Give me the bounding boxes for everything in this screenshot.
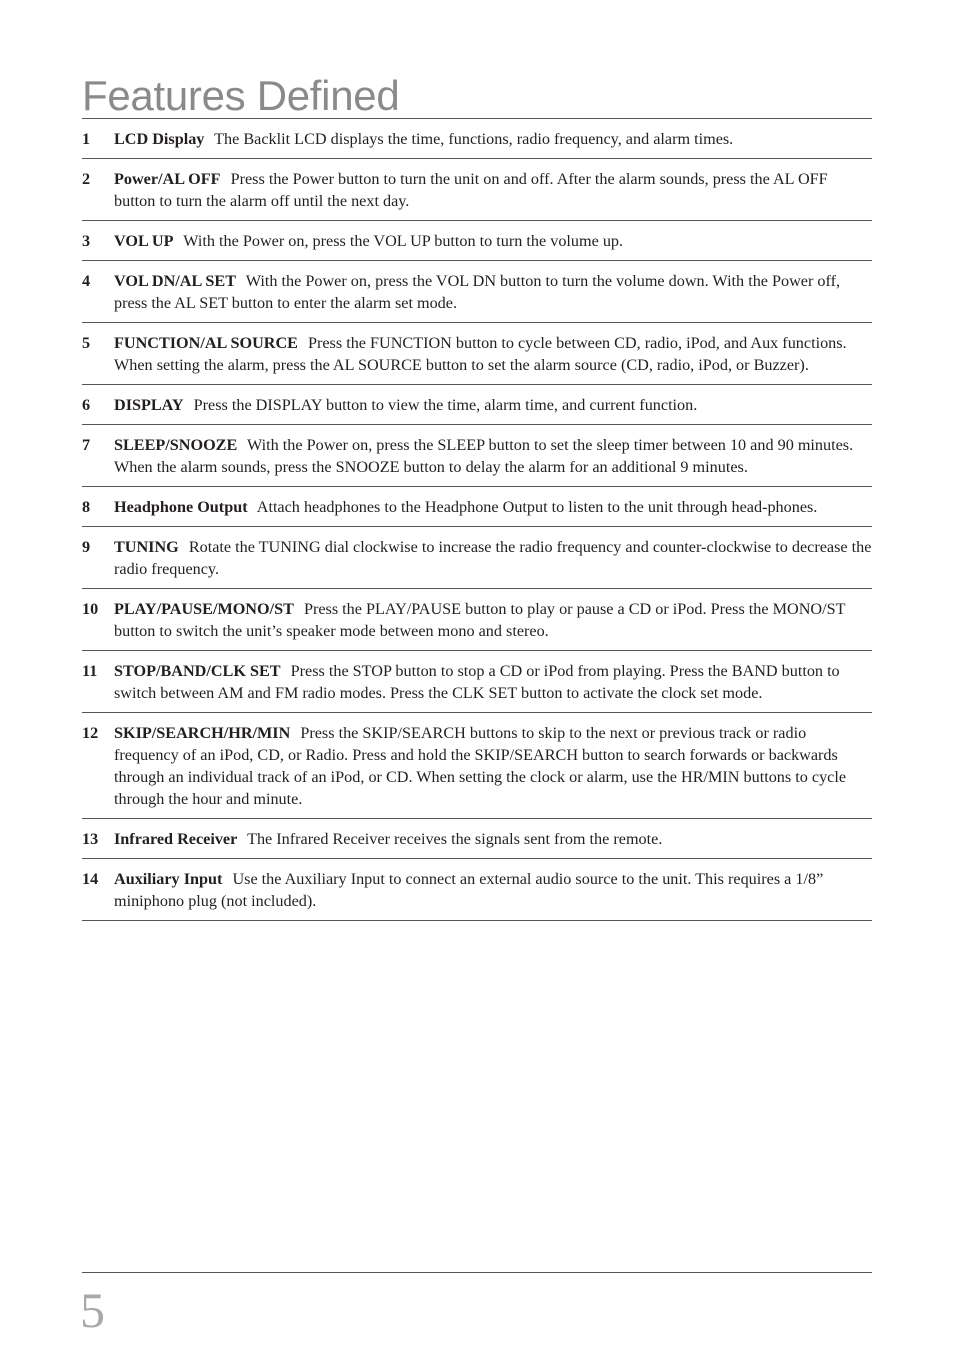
footer-divider — [82, 1272, 872, 1273]
feature-item — [82, 713, 872, 819]
feature-number: 8 — [82, 498, 91, 516]
feature-text — [114, 128, 872, 150]
page-number: 5 — [80, 1282, 105, 1338]
feature-name: Auxiliary Input — [114, 870, 223, 888]
feature-name: SLEEP/SNOOZE — [114, 436, 238, 454]
feature-item — [82, 159, 872, 221]
feature-text — [114, 434, 872, 478]
feature-text — [114, 230, 872, 252]
feature-item — [82, 527, 872, 589]
feature-name: TUNING — [114, 538, 179, 556]
feature-item — [82, 425, 872, 487]
feature-text — [114, 660, 872, 704]
feature-number: 13 — [82, 830, 99, 848]
feature-item — [82, 261, 872, 323]
feature-description: Press the Power button to turn the unit on and off. After the alarm sounds, press the AL OFF button to turn the alarm off until the next day. — [114, 170, 828, 210]
feature-text — [114, 270, 872, 314]
feature-text — [114, 394, 872, 416]
feature-item — [82, 323, 872, 385]
feature-name: LCD Display — [114, 130, 205, 148]
feature-text — [114, 332, 872, 376]
feature-item — [82, 119, 872, 159]
feature-name: SKIP/SEARCH/HR/MIN — [114, 724, 291, 742]
feature-number: 12 — [82, 724, 99, 742]
feature-list — [82, 118, 872, 921]
feature-description: Attach headphones to the Headphone Output to listen to the unit through head-phones. — [256, 498, 818, 516]
feature-number: 14 — [82, 870, 99, 888]
feature-item — [82, 385, 872, 425]
feature-number: 10 — [82, 600, 99, 618]
feature-text — [114, 536, 872, 580]
feature-description: Press the FUNCTION button to cycle between CD, radio, iPod, and Aux functions. When setting the alarm, press the AL SOURCE button to set the alarm source (CD, radio, iPod, or Buzzer). — [114, 334, 847, 374]
feature-description: With the Power on, press the VOL DN button to turn the volume down. With the Power off, press the AL SET button to enter the alarm set mode. — [114, 272, 841, 312]
feature-text — [114, 496, 872, 518]
feature-text — [114, 868, 872, 912]
feature-number: 3 — [82, 232, 91, 250]
page-title: Features Defined — [82, 72, 400, 119]
feature-description: With the Power on, press the SLEEP button to set the sleep timer between 10 and 90 minutes. When the alarm sounds, press the SNOOZE button to delay the alarm for an additional 9 minutes. — [114, 436, 854, 476]
feature-number: 5 — [82, 334, 91, 352]
feature-item — [82, 487, 872, 527]
feature-name: Infrared Receiver — [114, 830, 238, 848]
feature-description: Press the SKIP/SEARCH buttons to skip to the next or previous track or radio frequency of an iPod, CD, or Radio. Press and hold the SKIP/SEARCH button to search forwards or backwards through an individual track of an iPod, or CD. When setting the clock or alarm, use the HR/MIN buttons to cycle through the hour and minute. — [114, 724, 847, 808]
feature-item — [82, 221, 872, 261]
feature-description: The Infrared Receiver receives the signals sent from the remote. — [247, 830, 663, 848]
feature-name: PLAY/PAUSE/MONO/ST — [114, 600, 294, 618]
feature-name: DISPLAY — [114, 396, 184, 414]
feature-name: VOL DN/AL SET — [114, 272, 237, 290]
feature-description: The Backlit LCD displays the time, functions, radio frequency, and alarm times. — [214, 130, 734, 148]
feature-number: 7 — [82, 436, 91, 454]
feature-description: With the Power on, press the VOL UP button to turn the volume up. — [183, 232, 624, 250]
feature-name: FUNCTION/AL SOURCE — [114, 334, 298, 352]
feature-number: 6 — [82, 396, 91, 414]
feature-name: Headphone Output — [114, 498, 248, 516]
feature-number: 9 — [82, 538, 91, 556]
feature-description: Press the PLAY/PAUSE button to play or pause a CD or iPod. Press the MONO/ST button to switch the unit’s speaker mode between mono and stereo. — [114, 600, 846, 640]
feature-item — [82, 589, 872, 651]
feature-text — [114, 168, 872, 212]
feature-number: 2 — [82, 170, 91, 188]
feature-text — [114, 828, 872, 850]
feature-number: 4 — [82, 272, 91, 290]
feature-description: Rotate the TUNING dial clockwise to increase the radio frequency and counter-clockwise to decrease the radio frequency. — [114, 538, 872, 578]
feature-number: 11 — [82, 662, 98, 680]
feature-text — [114, 598, 872, 642]
feature-item — [82, 651, 872, 713]
feature-item — [82, 859, 872, 921]
feature-item — [82, 819, 872, 859]
feature-description: Press the DISPLAY button to view the time, alarm time, and current function. — [193, 396, 698, 414]
feature-text — [114, 722, 872, 810]
feature-description: Press the STOP button to stop a CD or iPod from playing. Press the BAND button to switch between AM and FM radio modes. Press the CLK SET button to activate the clock set mode. — [114, 662, 840, 702]
feature-name: VOL UP — [114, 232, 174, 250]
feature-description: Use the Auxiliary Input to connect an external audio source to the unit. This requires a 1/8” miniphono plug (not included). — [114, 870, 824, 910]
feature-name: Power/AL OFF — [114, 170, 221, 188]
feature-number: 1 — [82, 130, 91, 148]
feature-name: STOP/BAND/CLK SET — [114, 662, 281, 680]
